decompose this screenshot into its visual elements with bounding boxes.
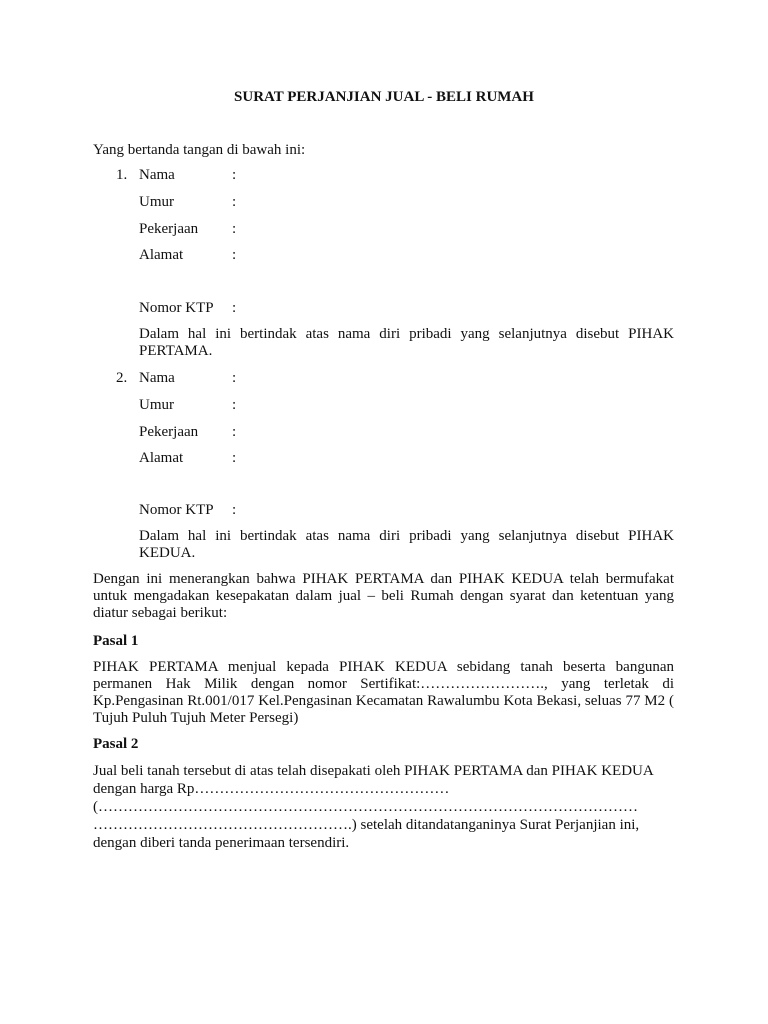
colon: : bbox=[232, 424, 237, 440]
pasal-2-line-1: Jual beli tanah tersebut di atas telah disepakati oleh PIHAK PERTAMA dan PIHAK KEDUA bbox=[93, 763, 654, 779]
intro-text: Yang bertanda tangan di bawah ini: bbox=[93, 142, 306, 158]
colon: : bbox=[232, 300, 237, 316]
pasal-2-line-4: …………………………………………….) setelah ditandatanganinya Surat Perjanjian ini, bbox=[93, 817, 640, 833]
party2-label-nama: Nama bbox=[139, 370, 175, 386]
colon: : bbox=[232, 221, 237, 237]
party1-label-ktp: Nomor KTP bbox=[139, 300, 214, 316]
party1-label-alamat: Alamat bbox=[139, 247, 184, 263]
colon: : bbox=[232, 397, 237, 413]
document-title: SURAT PERJANJIAN JUAL - BELI RUMAH bbox=[234, 89, 534, 105]
pasal-2-heading: Pasal 2 bbox=[93, 736, 139, 752]
colon: : bbox=[232, 450, 237, 466]
colon: : bbox=[232, 167, 237, 183]
colon: : bbox=[232, 247, 237, 263]
pasal-2-line-5: dengan diberi tanda penerimaan tersendiri. bbox=[93, 835, 350, 851]
party2-label-umur: Umur bbox=[139, 397, 174, 413]
pasal-2-line-2: dengan harga Rp…………………………………………… bbox=[93, 781, 450, 797]
colon: : bbox=[232, 370, 237, 386]
party1-statement: Dalam hal ini bertindak atas nama diri pribadi yang selanjutnya disebut PIHAK PERTAMA. bbox=[139, 326, 674, 359]
colon: : bbox=[232, 502, 237, 518]
party1-label-pekerjaan: Pekerjaan bbox=[139, 221, 199, 237]
pasal-1-text: PIHAK PERTAMA menjual kepada PIHAK KEDUA sebidang tanah beserta bangunan permanen Hak Milik dengan nomor Sertifikat:……………………., yang terletak di Kp.Pengasinan Rt.001/017 Kel.Pengasinan Kecamatan Rawalumbu Kota Bekasi, seluas 77 M2 ( Tujuh Puluh Tujuh Meter Persegi) bbox=[93, 659, 674, 726]
party2-label-ktp: Nomor KTP bbox=[139, 502, 214, 518]
party2-statement: Dalam hal ini bertindak atas nama diri pribadi yang selanjutnya disebut PIHAK KEDUA. bbox=[139, 528, 674, 561]
colon: : bbox=[232, 194, 237, 210]
party1-label-umur: Umur bbox=[139, 194, 174, 210]
party1-number: 1. bbox=[116, 167, 128, 183]
party1-label-nama: Nama bbox=[139, 167, 175, 183]
party2-number: 2. bbox=[116, 370, 128, 386]
party2-label-pekerjaan: Pekerjaan bbox=[139, 424, 199, 440]
pasal-1-heading: Pasal 1 bbox=[93, 633, 139, 649]
pasal-2-line-3: (……………………………………………………………………………………………… bbox=[93, 799, 638, 815]
preamble-paragraph: Dengan ini menerangkan bahwa PIHAK PERTAMA dan PIHAK KEDUA telah bermufakat untuk mengadakan kesepakatan dalam jual – beli Rumah dengan syarat dan ketentuan yang diatur sebagai berikut: bbox=[93, 571, 674, 621]
party2-label-alamat: Alamat bbox=[139, 450, 184, 466]
